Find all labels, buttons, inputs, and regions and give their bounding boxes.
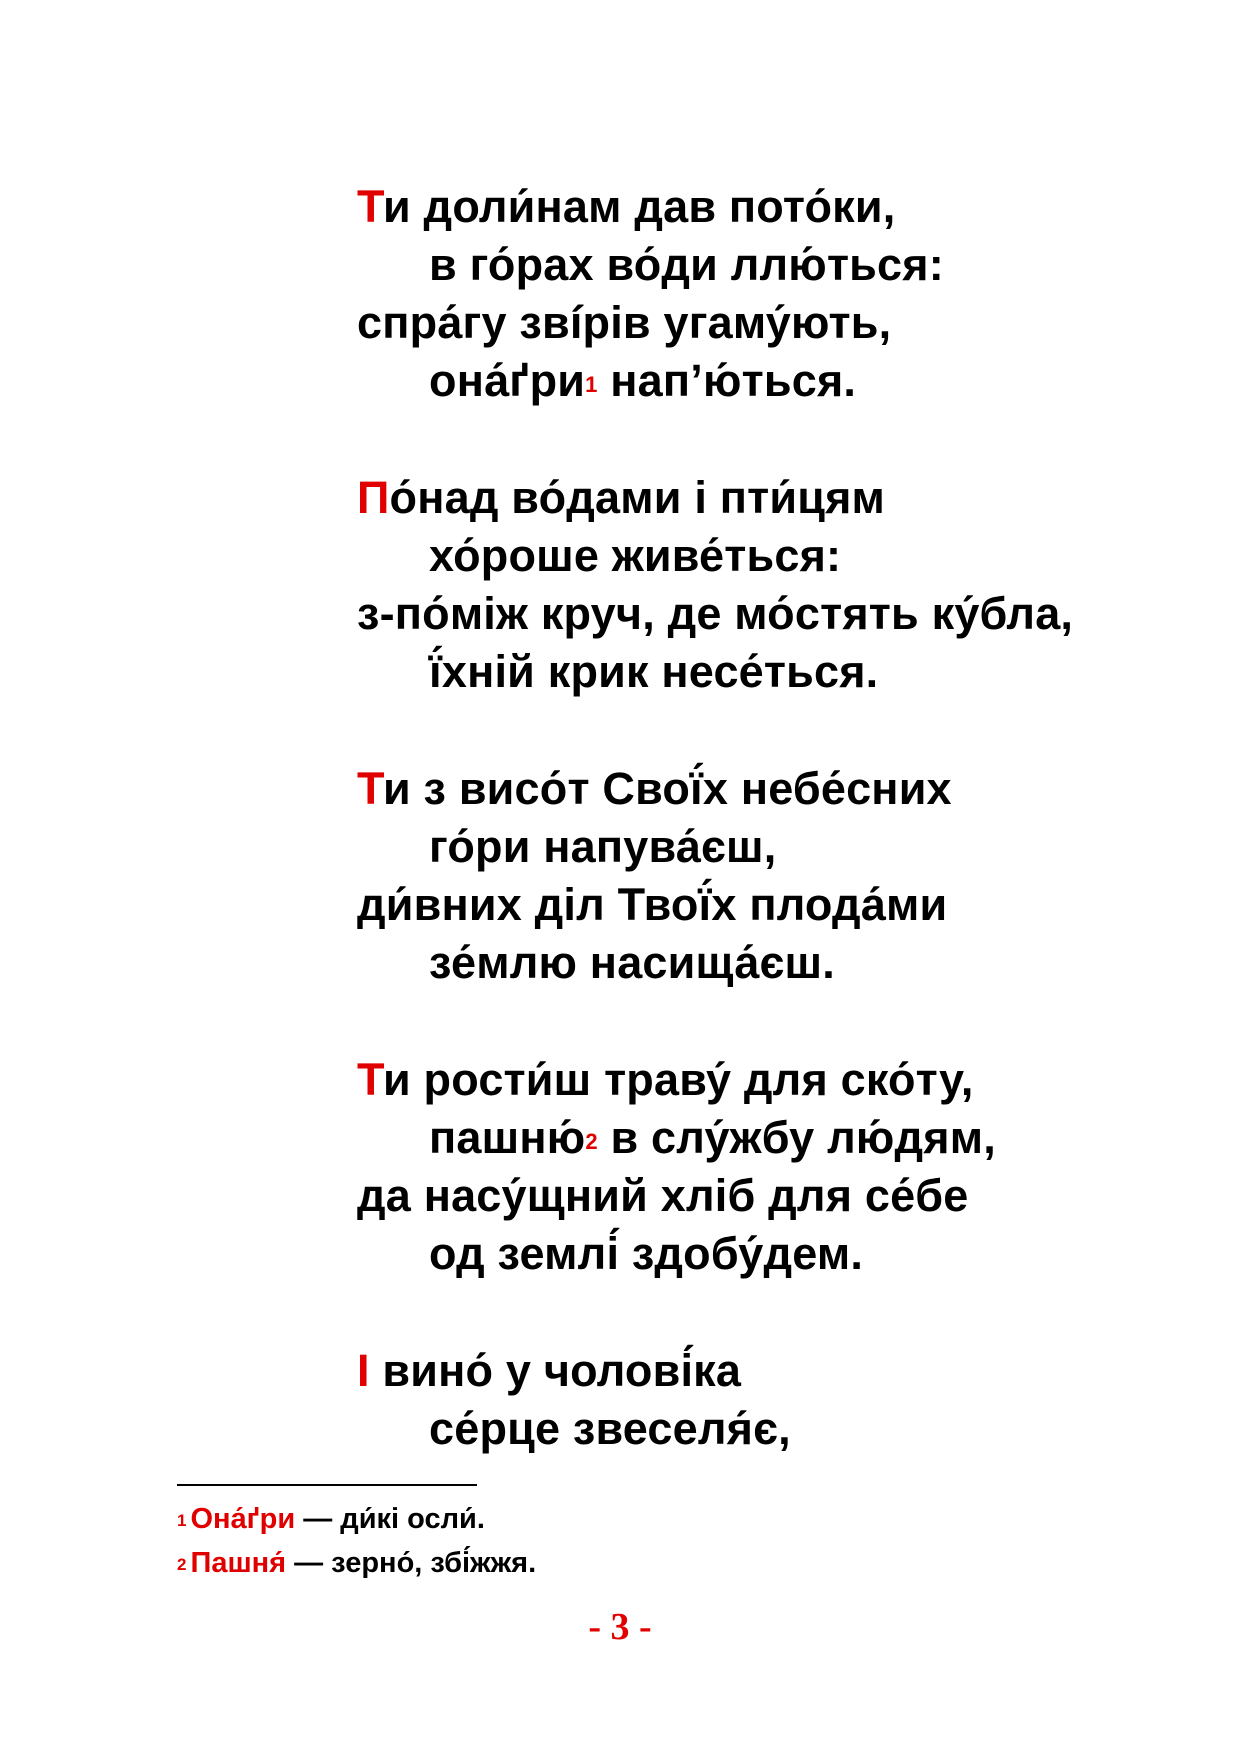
verse-line xyxy=(357,643,1217,701)
footnote-number: 1 xyxy=(177,1511,187,1530)
verse-text: спра́гу звíрів угаму́ють, xyxy=(357,297,892,348)
red-initial: П xyxy=(357,472,390,523)
footnote-ref-2[interactable]: 2 xyxy=(585,1129,598,1154)
verse-line xyxy=(357,352,1217,410)
verse-text: хо́роше живе́ться: xyxy=(429,530,842,581)
verse-text: пашню́ xyxy=(429,1112,586,1163)
footnote-term: Пашня́ xyxy=(190,1547,287,1579)
stanza-1 xyxy=(357,178,1217,410)
footnotes xyxy=(177,1497,1077,1585)
verse-text: го́ри напува́єш, xyxy=(429,821,777,872)
footnote-2 xyxy=(177,1541,1077,1585)
red-initial: Т xyxy=(357,181,383,232)
red-initial: Т xyxy=(357,1054,383,1105)
verse-text: в го́рах во́ди ллю́ться: xyxy=(429,239,944,290)
verse-text: з-по́між круч, де мо́стять ку́бла, xyxy=(357,588,1074,639)
footnote-1 xyxy=(177,1497,1077,1541)
verse-line xyxy=(357,178,1217,236)
verse-line xyxy=(357,585,1217,643)
stanza-5 xyxy=(357,1342,1217,1458)
stanza-4 xyxy=(357,1051,1217,1283)
stanza-3 xyxy=(357,760,1217,992)
verse-line xyxy=(357,1167,1217,1225)
footnote-divider xyxy=(177,1484,477,1486)
verse-line xyxy=(357,934,1217,992)
verse-text: в слу́жбу лю́дям, xyxy=(597,1112,996,1163)
verse-text: од землі́ здобу́дем. xyxy=(429,1228,864,1279)
red-initial: І xyxy=(357,1345,370,1396)
verse-line xyxy=(357,1109,1217,1167)
verse-text: вино́ у чолові́ка xyxy=(369,1345,742,1396)
verse-text: ї́хній крик несе́ться. xyxy=(429,646,879,697)
verse-text: и з висо́т Свої́х небе́сних xyxy=(382,763,952,814)
red-initial: Т xyxy=(357,763,383,814)
verse-line xyxy=(357,876,1217,934)
verse-text: и доли́нам дав пото́ки, xyxy=(382,181,896,232)
verse-line xyxy=(357,1051,1217,1109)
footnote-definition: — ди́кі осли́. xyxy=(295,1503,485,1535)
verse-line xyxy=(357,527,1217,585)
verse-line xyxy=(357,818,1217,876)
verse-text: нап’ю́ться. xyxy=(597,355,857,406)
page-number: - 3 - xyxy=(588,1606,652,1648)
poem xyxy=(357,178,1217,1517)
verse-line xyxy=(357,294,1217,352)
footnote-number: 2 xyxy=(177,1555,187,1574)
verse-text: и рости́ш траву́ для ско́ту, xyxy=(382,1054,974,1105)
footnote-definition: — зерно́, збі́жжя. xyxy=(286,1547,537,1579)
verse-text: о́над во́дами і пти́цям xyxy=(389,472,886,523)
footnote-ref-1[interactable]: 1 xyxy=(585,372,598,397)
verse-text: ди́вних діл Твої́х плода́ми xyxy=(357,879,948,930)
verse-text: зе́млю насища́єш. xyxy=(429,937,835,988)
footnote-term: Она́ґри xyxy=(190,1503,296,1535)
verse-line xyxy=(357,1342,1217,1400)
verse-line xyxy=(357,236,1217,294)
verse-line xyxy=(357,760,1217,818)
verse-line xyxy=(357,469,1217,527)
verse-line xyxy=(357,1400,1217,1458)
verse-text: да насу́щний хліб для се́бе xyxy=(357,1170,969,1221)
verse-line xyxy=(357,1225,1217,1283)
verse-text: се́рце звеселя́є, xyxy=(429,1403,791,1454)
stanza-2 xyxy=(357,469,1217,701)
verse-text: она́ґри xyxy=(429,355,586,406)
